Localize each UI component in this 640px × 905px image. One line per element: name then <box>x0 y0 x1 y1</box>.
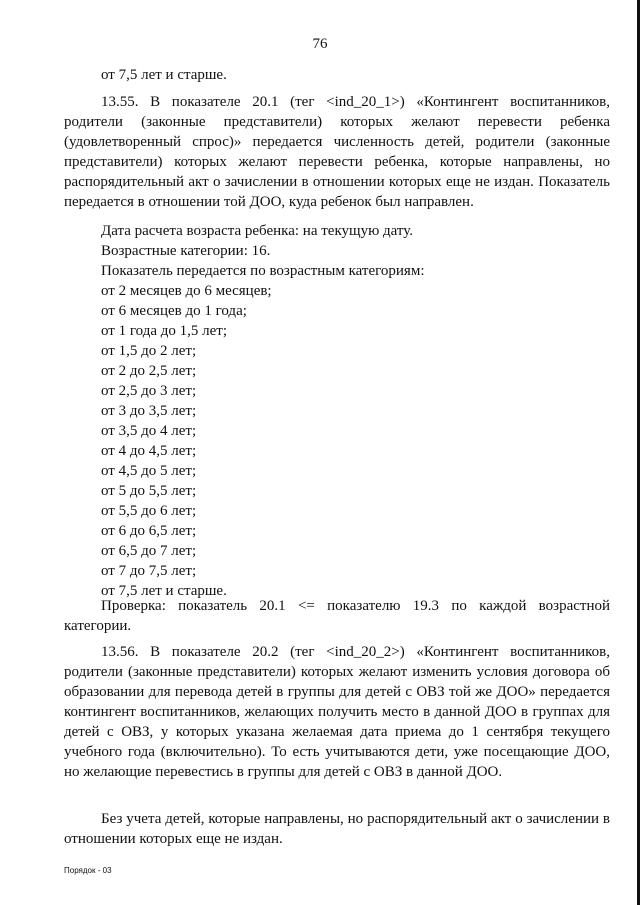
page-number: 76 <box>312 36 328 52</box>
list-item: от 4,5 до 5 лет; <box>101 463 197 479</box>
list-item: от 2 месяцев до 6 месяцев; <box>101 283 272 299</box>
list-item: от 6,5 до 7 лет; <box>101 543 197 559</box>
list-item: от 5,5 до 6 лет; <box>101 503 197 519</box>
paragraph-13-56 <box>64 642 610 782</box>
continuation-line: от 7,5 лет и старше. <box>101 67 227 83</box>
list-item: от 1,5 до 2 лет; <box>101 343 197 359</box>
final-paragraph <box>64 809 610 849</box>
age-category-list <box>101 221 424 601</box>
list-item: от 6 месяцев до 1 года; <box>101 303 247 319</box>
list-item: от 6 до 6,5 лет; <box>101 523 197 539</box>
list-item: от 7 до 7,5 лет; <box>101 563 197 579</box>
list-item: от 7,5 лет и старше. <box>101 583 227 599</box>
list-item: от 2 до 2,5 лет; <box>101 363 197 379</box>
list-item: Возрастные категории: 16. <box>101 243 271 259</box>
list-item: от 5 до 5,5 лет; <box>101 483 197 499</box>
list-item: от 4 до 4,5 лет; <box>101 443 197 459</box>
list-item: Показатель передается по возрастным категориям: <box>101 263 425 279</box>
paragraph-13-56-text: 13.56. В показателе 20.2 (тег <ind_20_2>) «Контингент воспитанников, родители (законные представители) которых желают изменить условия договора об образовании для перевода детей в группы для детей с ОВЗ той же ДОО» передается контингент воспитанников, желающих получить место в данной ДОО в группах для детей с ОВЗ, у которых указана желаемая дата приема до 1 сентября текущего учебного года (включительно). То есть учитываются дети, уже посещающие ДОО, но желающие перевестись в группы для детей с ОВЗ в данной ДОО. <box>64 644 610 780</box>
final-paragraph-text: Без учета детей, которые направлены, но распорядительный акт о зачислении в отношении которых еще не издан. <box>64 811 610 847</box>
footer-label: Порядок - 03 <box>64 866 112 875</box>
paragraph-13-55-text: 13.55. В показателе 20.1 (тег <ind_20_1>) «Контингент воспитанников, родители (законные представители) которых желают перевести ребенка (удовлетворенный спрос)» передается численность детей, родители (законные представители) которых желают перевести ребенка, которые направлены, но распорядительный акт о зачислении в отношении которых еще не издан. Показатель передается в отношении той ДОО, куда ребенок был направлен. <box>64 94 610 210</box>
list-item: от 3 до 3,5 лет; <box>101 403 197 419</box>
list-item: Дата расчета возраста ребенка: на текущую дату. <box>101 223 414 239</box>
list-item: от 3,5 до 4 лет; <box>101 423 197 439</box>
list-item: от 1 года до 1,5 лет; <box>101 323 227 339</box>
check-text: Проверка: показатель 20.1 <= показателю 19.3 по каждой возрастной категории. <box>64 598 610 634</box>
list-item: от 2,5 до 3 лет; <box>101 383 197 399</box>
paragraph-13-55 <box>64 92 610 212</box>
check-paragraph <box>64 596 610 636</box>
